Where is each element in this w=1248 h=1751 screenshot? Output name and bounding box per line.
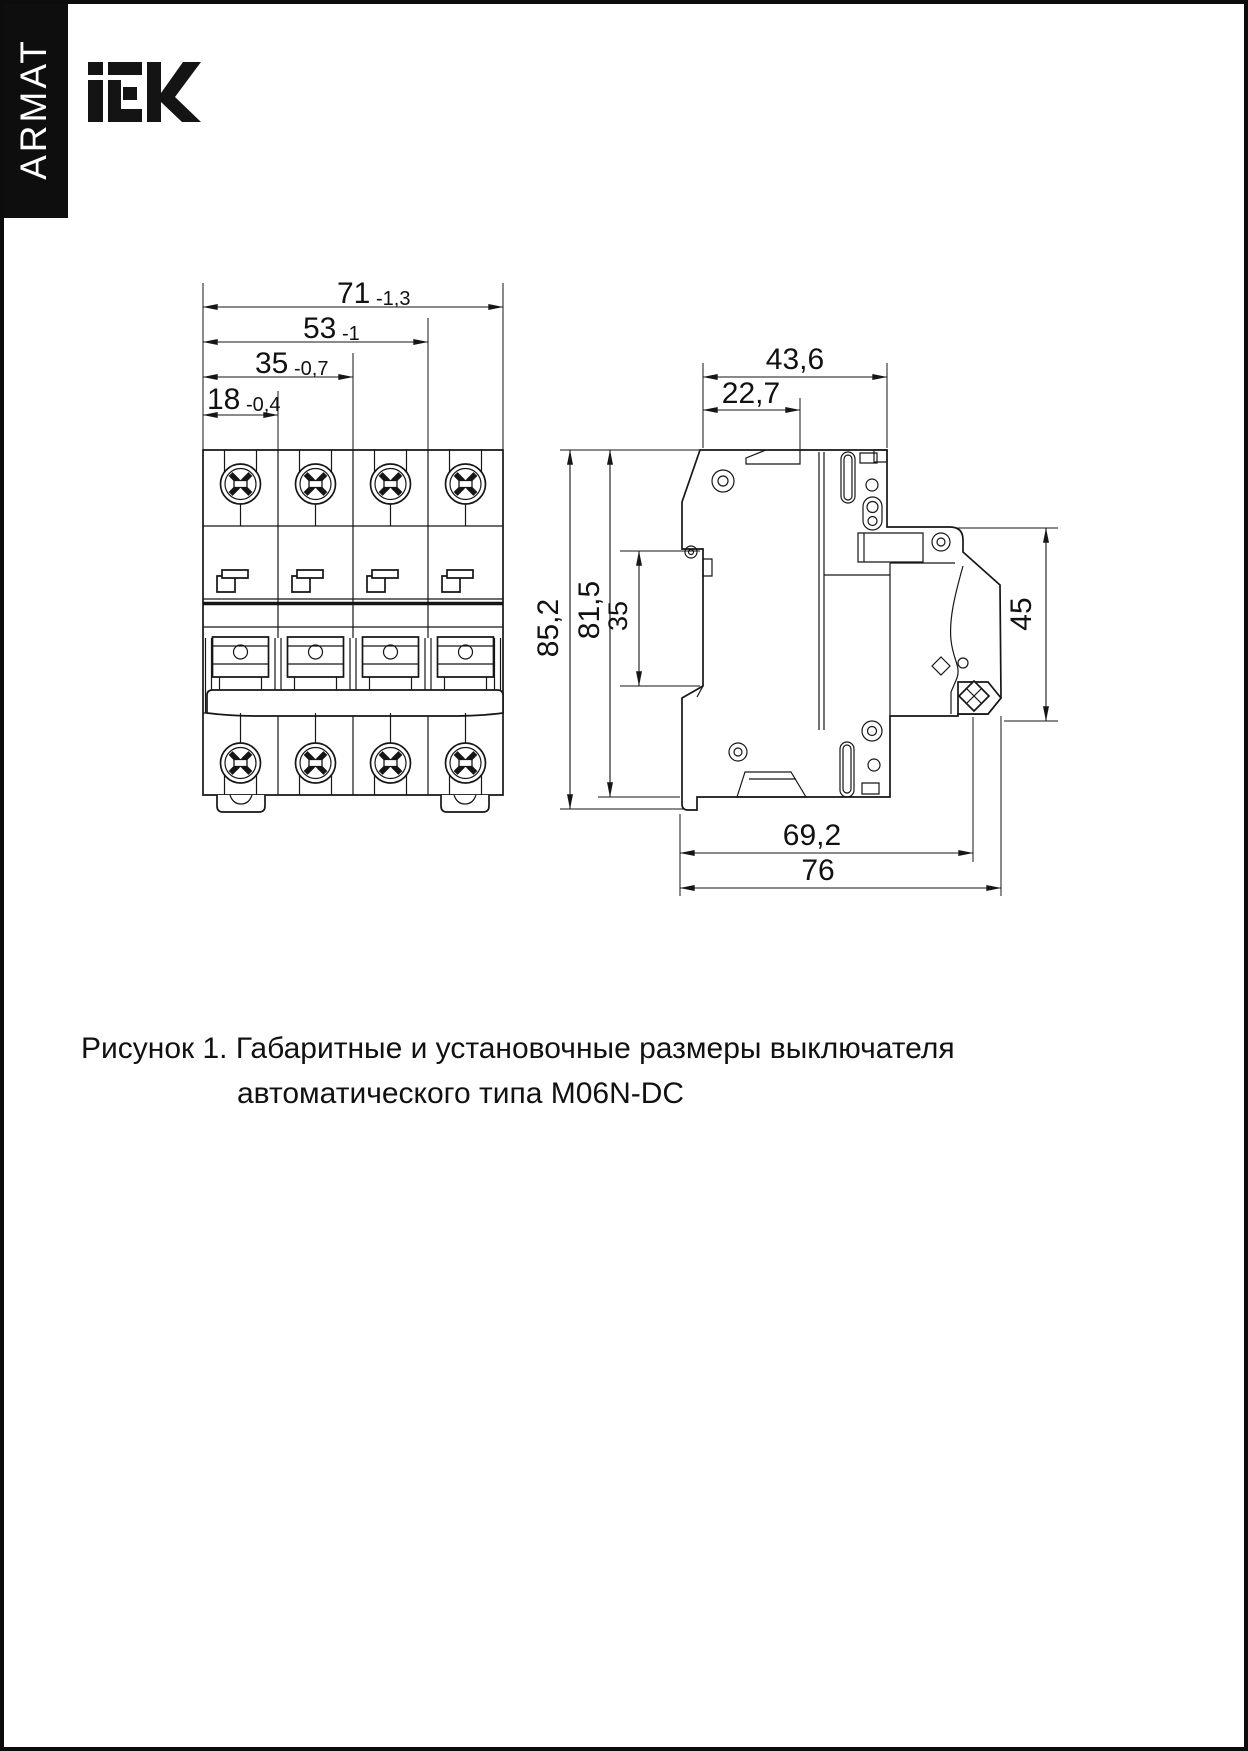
svg-text:-1: -1 (342, 323, 360, 345)
svg-text:18: 18 (207, 383, 241, 416)
side-dim-top-inner: 22,7 (721, 377, 781, 410)
side-dim-din-recess: 35 (603, 600, 633, 632)
svg-text:-0,4: -0,4 (246, 394, 281, 416)
side-dim-height-inner: 81,5 (573, 580, 606, 640)
front-view-drawing (203, 277, 503, 812)
caption-line-1: Рисунок 1. Габаритные и установочные размеры выключателя (81, 1032, 955, 1065)
figure-caption (81, 1032, 955, 1110)
side-dim-depth: 76 (801, 854, 835, 887)
armat-label: ARMAT (13, 38, 54, 180)
caption-line-2: автоматического типа M06N-DC (237, 1077, 685, 1110)
svg-text:53: 53 (303, 312, 337, 345)
side-dim-height: 85,2 (532, 598, 565, 658)
side-dim-terminal-distance: 45 (1005, 597, 1038, 631)
iek-logo (88, 62, 201, 122)
svg-text:35: 35 (255, 347, 289, 380)
front-dim-width-3pole (303, 312, 360, 345)
mounting-foot (217, 795, 265, 812)
side-dim-top-width: 43,6 (765, 343, 825, 376)
svg-text:71: 71 (337, 277, 371, 310)
front-dim-width-1pole (207, 383, 280, 416)
toggle-tie-bar (207, 690, 503, 716)
side-view-drawing (532, 343, 1058, 896)
svg-text:-1,3: -1,3 (376, 288, 411, 310)
front-dim-width-2pole (255, 347, 328, 380)
front-dim-width-overall (337, 277, 410, 310)
svg-text:-0,7: -0,7 (294, 358, 329, 380)
side-dim-depth-inner: 69,2 (782, 819, 842, 852)
